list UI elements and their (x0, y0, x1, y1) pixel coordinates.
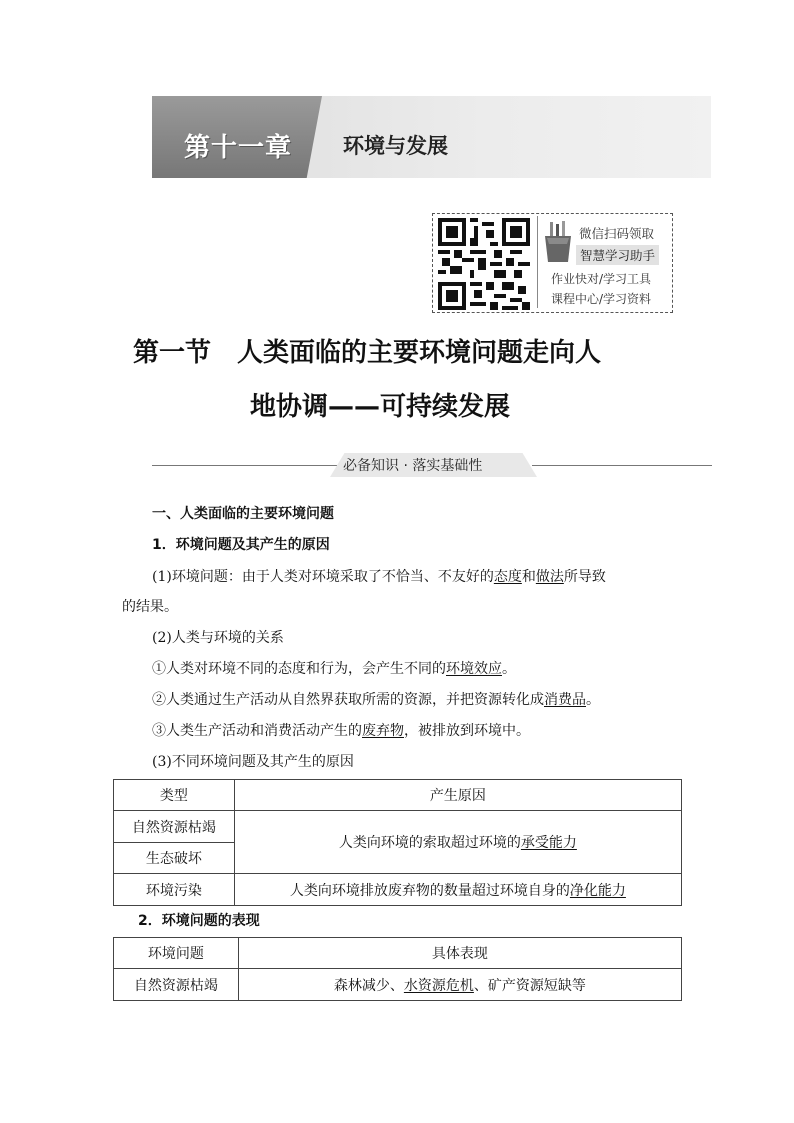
table-header-cell: 具体表现 (238, 938, 681, 969)
paragraph-5: ③人类生产活动和消费活动产生的废弃物，被排放到环境中。 (152, 723, 530, 739)
table-header-row (114, 780, 682, 811)
paragraph-4: ②人类通过生产活动从自然界获取所需的资源，并把资源转化成消费品。 (152, 692, 600, 708)
manifestations-table (113, 937, 682, 1001)
qr-panel-divider (537, 216, 538, 308)
pencil-cup-icon (541, 220, 575, 264)
table-cell-type: 生态破坏 (114, 843, 235, 874)
divider-label: 必备知识 · 落实基础性 (343, 458, 483, 474)
qr-code-icon (438, 218, 530, 310)
qr-caption-4: 课程中心/学习资料 (551, 292, 652, 306)
qr-caption-1: 微信扫码领取 (579, 226, 655, 241)
qr-caption-2: 智慧学习助手 (576, 245, 659, 265)
table-header-cell: 类型 (114, 780, 235, 811)
paragraph-2: (2)人类与环境的关系 (152, 630, 284, 646)
table-row (114, 811, 682, 843)
section-title-line-2: 地协调——可持续发展 (250, 392, 511, 422)
table-cell-type: 环境污染 (114, 874, 235, 906)
divider-line-right (532, 465, 712, 466)
paragraph-1-line-1: (1)环境问题：由于人类对环境采取了不恰当、不友好的态度和做法所导致 (152, 569, 606, 585)
table-cell-manifestation: 森林减少、水资源危机、矿产资源短缺等 (238, 969, 681, 1001)
qr-caption-3: 作业快对/学习工具 (551, 272, 652, 286)
table-cell-problem: 自然资源枯竭 (114, 969, 239, 1001)
heading-1-2: 2．环境问题的表现 (138, 913, 260, 929)
divider-line-left (152, 465, 337, 466)
paragraph-6: (3)不同环境问题及其产生的原因 (152, 754, 354, 770)
paragraph-3: ①人类对环境不同的态度和行为，会产生不同的环境效应。 (152, 661, 516, 677)
chapter-title: 环境与发展 (343, 134, 448, 158)
table-row (114, 874, 682, 906)
table-header-cell: 环境问题 (114, 938, 239, 969)
paragraph-1-line-2: 的结果。 (122, 599, 178, 615)
causes-table (113, 779, 682, 906)
table-row (114, 969, 682, 1001)
table-cell-cause: 人类向环境排放废弃物的数量超过环境自身的净化能力 (234, 874, 681, 906)
section-title-line-1: 第一节 人类面临的主要环境问题走向人 (133, 338, 602, 368)
table-header-cell: 产生原因 (234, 780, 681, 811)
table-header-row (114, 938, 682, 969)
table-cell-type: 自然资源枯竭 (114, 811, 235, 843)
heading-1: 一、人类面临的主要环境问题 (152, 506, 334, 522)
chapter-label: 第十一章 (184, 133, 293, 163)
heading-1-1: 1．环境问题及其产生的原因 (152, 537, 330, 553)
table-cell-cause: 人类向环境的索取超过环境的承受能力 (234, 811, 681, 874)
